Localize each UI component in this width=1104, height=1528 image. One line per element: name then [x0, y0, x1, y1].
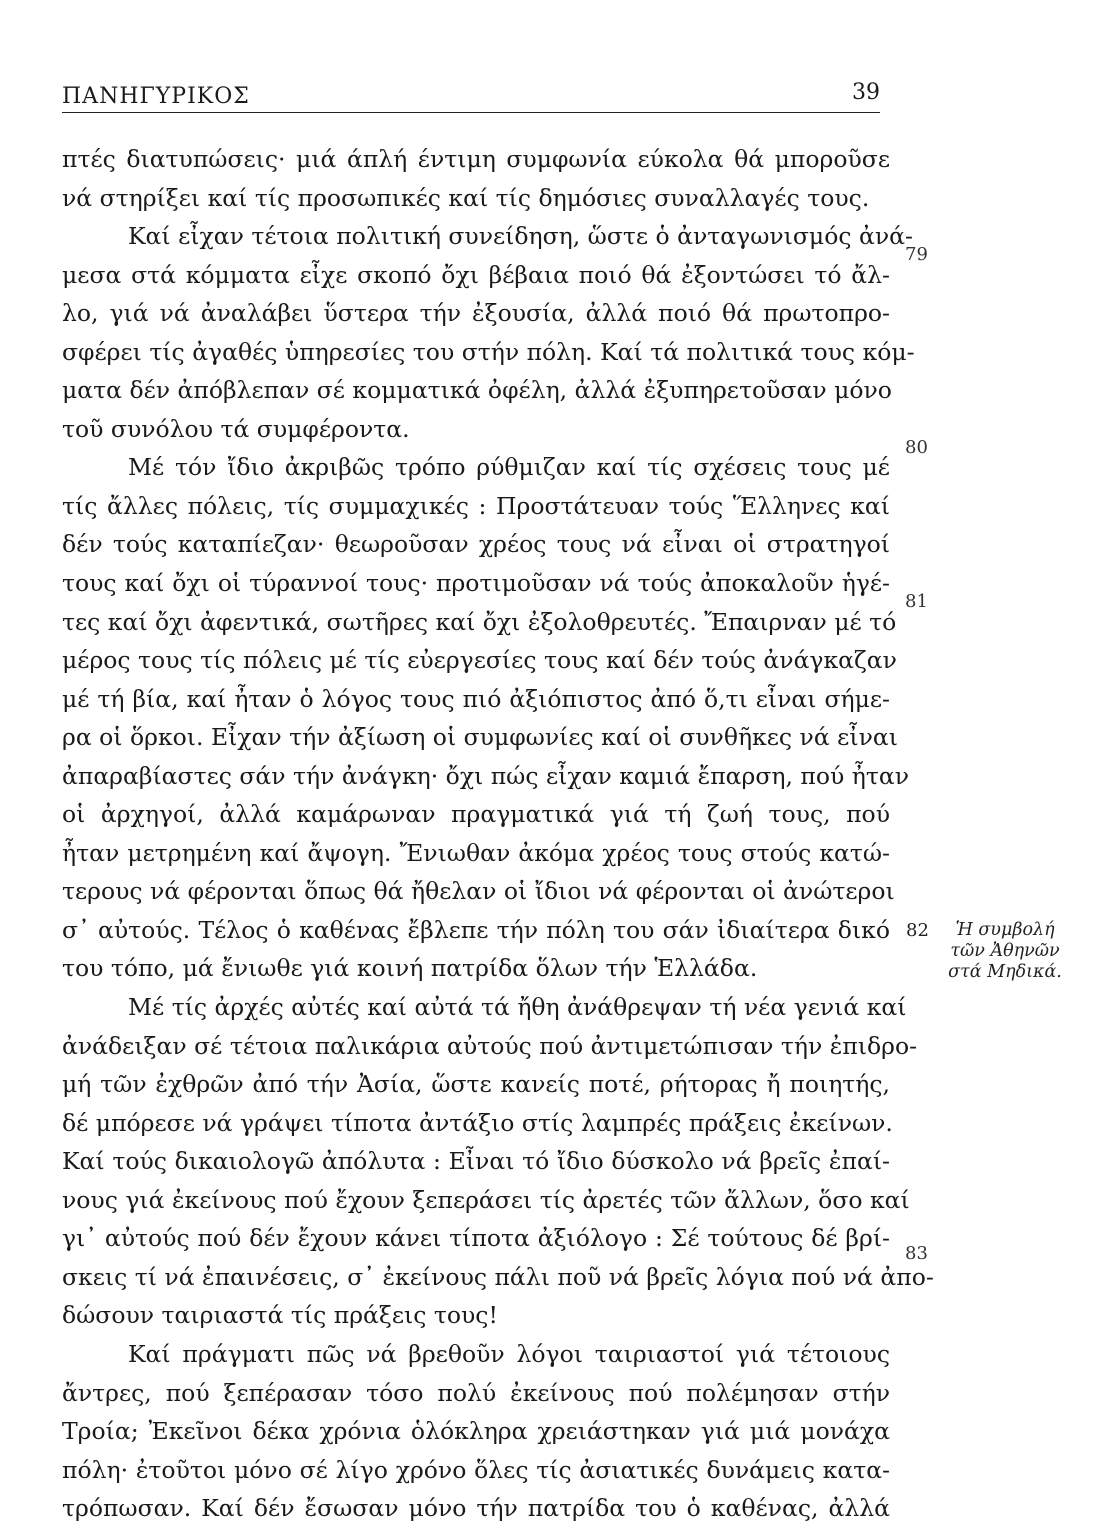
section-number: 83	[905, 1243, 928, 1264]
page-header	[62, 78, 880, 113]
margin-note	[906, 920, 1080, 983]
text-line: μή τῶν ἐχθρῶν ἀπό τήν Ἀσία, ὥστε κανείς ποτέ, ρήτορας ἤ ποιητής,	[62, 1070, 890, 1099]
text-line: ματα δέν ἀπόβλεπαν σέ κομματικά ὀφέλη, ἀλλά ἐξυπηρετοῦσαν μόνο	[62, 376, 892, 405]
text-line: τες καί ὄχι ἀφεντικά, σωτῆρες καί ὄχι ἐξολοθρευτές. Ἔπαιρναν μέ τό	[62, 607, 897, 636]
text-line: σ᾽ αὐτούς. Τέλος ὁ καθένας ἔβλεπε τήν πόλη του σάν ἰδιαίτερα δικό	[62, 915, 890, 944]
text-line: τους καί ὄχι οἱ τύραννοί τους· προτιμοῦσαν νά τούς ἀποκαλοῦν ἡγέ-	[62, 569, 890, 598]
text-line: ἀνάδειξαν σέ τέτοια παλικάρια αὐτούς πού ἀντιμετώπισαν τήν ἐπιδρο-	[62, 1031, 918, 1060]
text-line: μέρος τους τίς πόλεις μέ τίς εὐεργεσίες τους καί δέν τούς ἀνάγκαζαν	[62, 646, 897, 675]
margin-note-line: Ἡ συμβολή	[955, 920, 1055, 940]
text-line: Μέ τίς ἀρχές αὐτές καί αὐτά τά ἤθη ἀνάθρεψαν τή νέα γενιά καί	[128, 993, 907, 1022]
text-line: γι᾽ αὐτούς πού δέν ἔχουν κάνει τίποτα ἀξιόλογο : Σέ τούτους δέ βρί-	[62, 1224, 890, 1253]
section-number: 80	[905, 437, 928, 458]
section-number: 82	[906, 920, 929, 941]
text-line: ἦταν μετρημένη καί ἄψογη. Ἔνιωθαν ἀκόμα χρέος τους στούς κατώ-	[62, 838, 890, 867]
text-line: τερους νά φέρονται ὅπως θά ἤθελαν οἱ ἴδιοι νά φέρονται οἱ ἀνώτεροι	[62, 877, 895, 906]
section-number: 81	[905, 591, 928, 612]
text-line: πόλη· ἐτοῦτοι μόνο σέ λίγο χρόνο ὅλες τίς ἀσιατικές δυνάμεις κατα-	[62, 1455, 890, 1484]
text-line: δέ μπόρεσε νά γράψει τίποτα ἀντάξιο στίς λαμπρές πράξεις ἐκείνων.	[62, 1108, 893, 1137]
text-line: ρα οἱ ὅρκοι. Εἶχαν τήν ἀξίωση οἱ συμφωνίες καί οἱ συνθῆκες νά εἶναι	[62, 723, 898, 752]
text-line: τίς ἄλλες πόλεις, τίς συμμαχικές : Προστάτευαν τούς Ἕλληνες καί	[62, 491, 890, 520]
text-line: πτές διατυπώσεις· μιά άπλή έντιμη συμφωνία εύκολα θά μποροῦσε	[62, 145, 890, 173]
text-line: νά στηρίξει καί τίς προσωπικές καί τίς δημόσιες συναλλαγές τους.	[62, 183, 870, 212]
text-line: του τόπο, μά ἔνιωθε γιά κοινή πατρίδα ὅλων τήν Ἑλλάδα.	[62, 954, 758, 983]
text-line: μεσα στά κόμματα εἶχε σκοπό ὄχι βέβαια ποιό θά ἐξοντώσει τό ἄλ-	[62, 260, 890, 289]
section-number: 79	[905, 244, 928, 265]
text-line: σφέρει τίς ἀγαθές ὑπηρεσίες του στήν πόλη. Καί τά πολιτικά τους κόμ-	[62, 337, 915, 366]
margin-note-line: τῶν Ἀθηνῶν	[950, 941, 1060, 961]
text-line: ἀπαραβίαστες σάν τήν ἀνάγκη· ὄχι πώς εἶχαν καμιά ἔπαρση, πού ἦταν	[62, 761, 909, 790]
margin-note-line: στά Μηδικά.	[948, 962, 1062, 982]
text-line: μέ τή βία, καί ἦταν ὁ λόγος τους πιό ἀξιόπιστος ἀπό ὅ,τι εἶναι σήμε-	[62, 684, 890, 713]
text-line: οἱ ἀρχηγοί, ἀλλά καμάρωναν πραγματικά γιά τή ζωή τους, πού	[62, 800, 890, 829]
page-number: 39	[852, 80, 880, 105]
text-line: Καί πράγματι πῶς νά βρεθοῦν λόγοι ταιριαστοί γιά τέτοιους	[128, 1339, 890, 1368]
text-line: δώσουν ταιριαστά τίς πράξεις τους!	[62, 1301, 498, 1330]
text-line: Μέ τόν ἴδιο ἀκριβῶς τρόπο ρύθμιζαν καί τίς σχέσεις τους μέ	[128, 453, 890, 482]
text-line: νους γιά ἐκείνους πού ἔχουν ξεπεράσει τίς ἀρετές τῶν ἄλλων, ὅσο καί	[62, 1185, 910, 1214]
text-line: Τροία; Ἐκεῖνοι δέκα χρόνια ὁλόκληρα χρειάστηκαν γιά μιά μονάχα	[62, 1417, 890, 1446]
text-line: σκεις τί νά ἐπαινέσεις, σ᾽ ἐκείνους πάλι ποῦ νά βρεῖς λόγια πού νά ἀπο-	[62, 1262, 934, 1291]
text-line: τρόπωσαν. Καί δέν ἔσωσαν μόνο τήν πατρίδα του ὁ καθένας, ἀλλά	[62, 1494, 890, 1523]
text-line: ἄντρες, πού ξεπέρασαν τόσο πολύ ἐκείνους πού πολέμησαν στήν	[62, 1378, 890, 1407]
text-line: λο, γιά νά ἀναλάβει ὕστερα τήν ἐξουσία, ἀλλά ποιό θά πρωτοπρο-	[62, 299, 890, 328]
text-line: Καί τούς δικαιολογῶ ἀπόλυτα : Εἶναι τό ἴδιο δύσκολο νά βρεῖς ἐπαί-	[62, 1147, 890, 1176]
text-line: Καί εἶχαν τέτοια πολιτική συνείδηση, ὥστε ὁ ἀνταγωνισμός ἀνά-	[128, 222, 913, 251]
text-line: δέν τούς καταπίεζαν· θεωροῦσαν χρέος τους νά εἶναι οἱ στρατηγοί	[62, 530, 890, 559]
text-line: τοῦ συνόλου τά συμφέροντα.	[62, 414, 410, 443]
running-title: ΠΑΝΗΓΥΡΙΚΟΣ	[62, 84, 250, 109]
